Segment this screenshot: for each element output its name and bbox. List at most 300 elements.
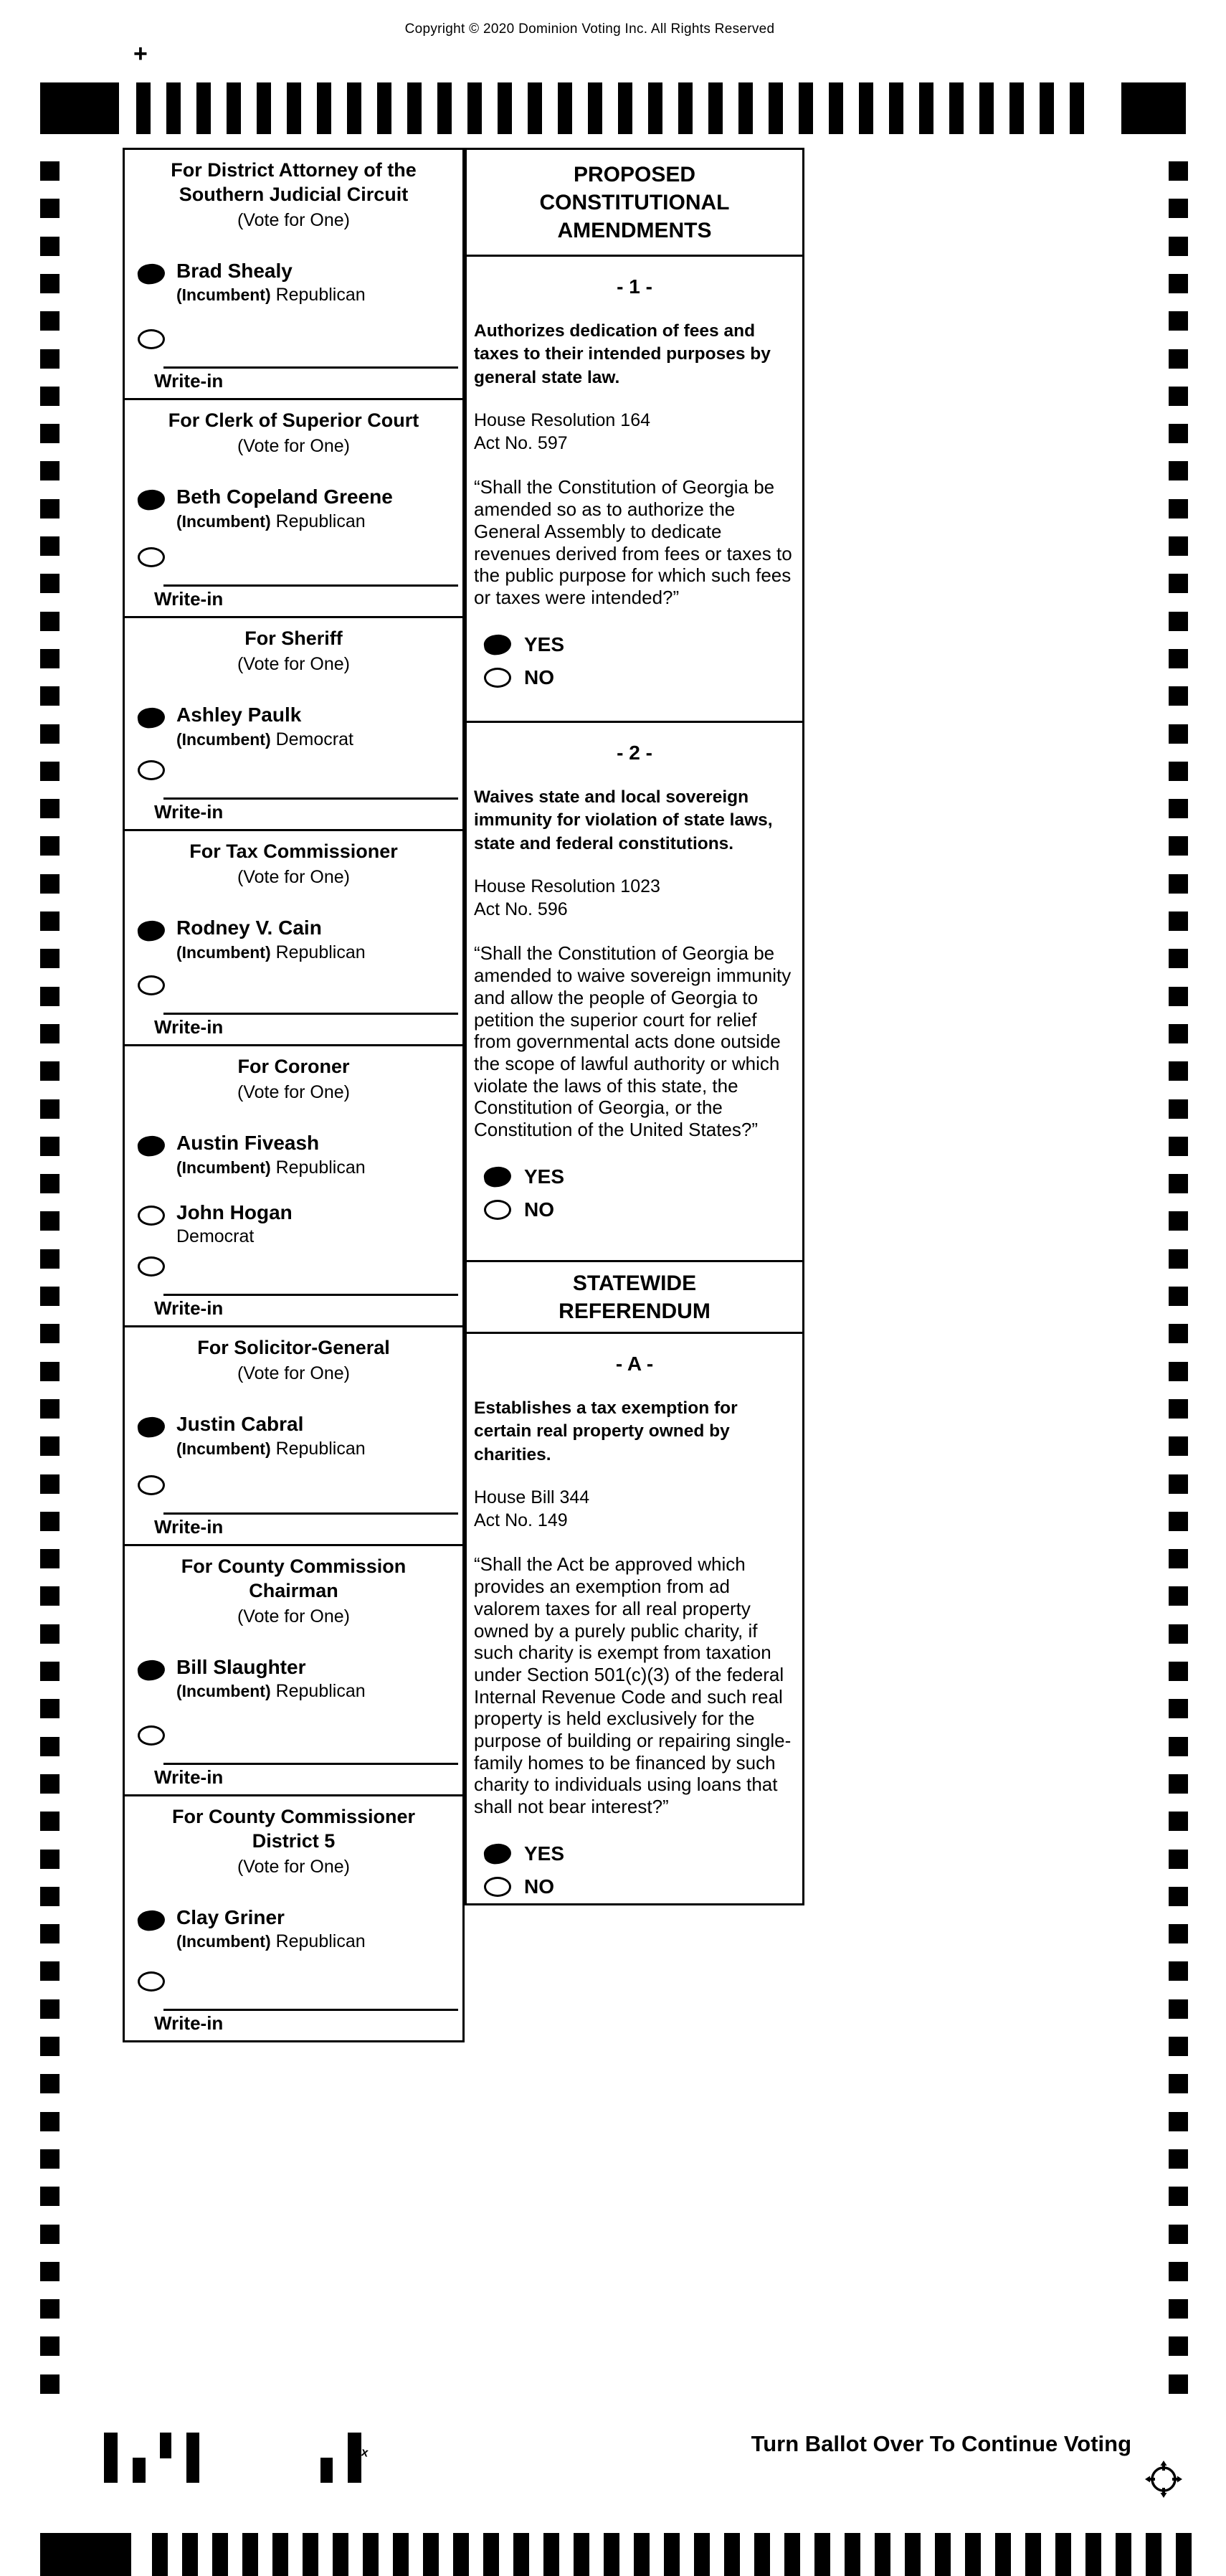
timing-mark xyxy=(528,82,542,134)
vote-instruction: (Vote for One) xyxy=(237,435,351,456)
incumbent-label: (Incumbent) xyxy=(176,729,271,749)
contest-title-line: Chairman xyxy=(249,1579,338,1601)
plus-registration-mark: + xyxy=(133,40,148,67)
timing-mark xyxy=(1169,1287,1188,1306)
timing-mark xyxy=(40,2262,60,2281)
timing-mark xyxy=(769,82,783,134)
timing-mark xyxy=(242,2533,258,2576)
write-in-line[interactable] xyxy=(163,1763,458,1765)
write-in-area xyxy=(133,1256,454,1325)
contest-title xyxy=(133,409,454,433)
measure-authority-line: Act No. 149 xyxy=(474,1510,568,1530)
measure-summary xyxy=(474,320,795,389)
ballot-oval[interactable] xyxy=(484,1877,511,1897)
timing-mark xyxy=(1169,349,1188,369)
write-in-area xyxy=(133,975,454,1044)
yes-option-row xyxy=(484,1842,795,1865)
timing-mark xyxy=(40,311,60,331)
write-in-label: Write-in xyxy=(154,1297,224,1319)
party-label: Republican xyxy=(275,1931,366,1952)
timing-mark xyxy=(965,2533,981,2576)
filled-ballot-oval[interactable] xyxy=(136,488,166,511)
candidate-text xyxy=(176,1202,293,1248)
write-in-line[interactable] xyxy=(163,366,458,369)
write-in-area xyxy=(133,760,454,829)
timing-mark xyxy=(40,199,60,218)
timing-mark xyxy=(1169,2112,1188,2131)
write-in-area xyxy=(133,1475,454,1544)
candidate-row xyxy=(138,259,454,306)
measure-authority-line: Act No. 597 xyxy=(474,432,568,453)
timing-mark xyxy=(40,499,60,518)
timing-mark xyxy=(40,2037,60,2056)
timing-mark xyxy=(1169,2037,1188,2056)
candidate-row xyxy=(138,1655,454,1703)
write-in-oval[interactable] xyxy=(138,1256,165,1277)
contest-title xyxy=(133,1055,454,1079)
timing-mark xyxy=(136,82,151,134)
timing-mark xyxy=(40,349,60,369)
timing-mark xyxy=(1169,1061,1188,1081)
timing-mark xyxy=(40,2074,60,2093)
timing-mark xyxy=(40,82,119,134)
candidate-row xyxy=(138,916,454,963)
contest-title-line: District 5 xyxy=(252,1829,336,1852)
timing-mark xyxy=(905,2533,921,2576)
write-in-line[interactable] xyxy=(163,797,458,800)
timing-mark xyxy=(995,2533,1011,2576)
copyright-text: Copyright © 2020 Dominion Voting Inc. All Rights Reserved xyxy=(404,22,775,37)
timing-mark xyxy=(1169,161,1188,181)
contest-title-line: For District Attorney of the xyxy=(171,159,417,181)
party-label: Republican xyxy=(275,942,366,962)
timing-mark xyxy=(1169,911,1188,931)
yes-option-row xyxy=(484,633,795,656)
timing-mark xyxy=(1116,2533,1131,2576)
timing-mark xyxy=(40,574,60,593)
option-label: NO xyxy=(524,1198,554,1221)
timing-mark xyxy=(634,2533,650,2576)
candidate-party xyxy=(176,1681,366,1702)
write-in-oval[interactable] xyxy=(138,1725,165,1746)
write-in-oval[interactable] xyxy=(138,1971,165,1992)
timing-mark xyxy=(40,1287,60,1306)
candidate-text xyxy=(176,917,366,963)
timing-mark xyxy=(40,2374,60,2394)
party-label: Democrat xyxy=(176,1226,255,1247)
write-in-area xyxy=(133,329,454,398)
party-label: Republican xyxy=(275,1157,366,1178)
candidate-name: Brad Shealy xyxy=(176,259,293,282)
candidate-name: Ashley Paulk xyxy=(176,703,302,726)
measure-summary xyxy=(474,786,795,856)
ballot-oval[interactable] xyxy=(138,1206,165,1226)
write-in-area xyxy=(133,1971,454,2040)
vote-instruction: (Vote for One) xyxy=(237,1606,351,1626)
timing-mark xyxy=(1169,2187,1188,2206)
timing-mark xyxy=(1169,2374,1188,2394)
write-in-line[interactable] xyxy=(163,584,458,587)
write-in-label: Write-in xyxy=(154,1516,224,1538)
timing-mark xyxy=(40,612,60,631)
timing-mark xyxy=(40,1024,60,1043)
timing-mark xyxy=(40,1662,60,1681)
filled-ballot-oval[interactable] xyxy=(136,1415,166,1439)
timing-mark xyxy=(257,82,271,134)
candidate-party xyxy=(176,729,353,750)
no-option-row xyxy=(484,666,795,689)
section-header-line: REFERENDUM xyxy=(559,1299,711,1323)
no-option-row xyxy=(484,1198,795,1221)
candidate-row xyxy=(138,485,454,532)
timing-mark xyxy=(1169,387,1188,406)
timing-mark xyxy=(829,82,843,134)
timing-mark xyxy=(1169,1436,1188,1456)
timing-mark xyxy=(1169,987,1188,1006)
timing-mark xyxy=(1169,2262,1188,2281)
timing-mark xyxy=(604,2533,619,2576)
contest-title-line: For Sheriff xyxy=(244,628,343,649)
timing-mark xyxy=(1169,836,1188,856)
contest-title xyxy=(133,840,454,864)
measure-authority-line: House Bill 344 xyxy=(474,1487,590,1507)
timing-mark xyxy=(40,762,60,781)
timing-mark xyxy=(363,2533,379,2576)
barcode-mark xyxy=(186,2433,199,2483)
timing-mark xyxy=(1040,82,1054,134)
barcode-mark xyxy=(348,2433,361,2483)
filled-ballot-oval[interactable] xyxy=(136,706,166,729)
timing-mark xyxy=(40,874,60,894)
vote-instruction: (Vote for One) xyxy=(237,209,351,230)
timing-mark xyxy=(498,82,512,134)
timing-mark xyxy=(40,1061,60,1081)
measure-summary-line: Establishes a tax exemption for xyxy=(474,1398,738,1418)
timing-mark xyxy=(1169,536,1188,556)
timing-mark xyxy=(1169,2336,1188,2356)
write-in-label: Write-in xyxy=(154,801,224,823)
timing-mark xyxy=(1169,1362,1188,1381)
timing-mark xyxy=(317,82,331,134)
timing-mark xyxy=(40,2112,60,2131)
measure-number: - A - xyxy=(615,1353,654,1375)
timing-mark xyxy=(1169,1887,1188,1906)
candidate-name: Beth Copeland Greene xyxy=(176,485,393,508)
timing-mark xyxy=(212,2533,228,2576)
write-in-label: Write-in xyxy=(154,588,224,610)
contest-title xyxy=(133,1555,454,1604)
timing-mark xyxy=(40,1924,60,1943)
timing-mark xyxy=(1169,1399,1188,1419)
filled-ballot-oval[interactable] xyxy=(483,633,513,656)
timing-mark xyxy=(453,2533,469,2576)
timing-mark xyxy=(377,82,391,134)
timing-mark xyxy=(1169,1624,1188,1644)
timing-mark xyxy=(333,2533,348,2576)
timing-mark xyxy=(40,1362,60,1381)
timing-mark xyxy=(40,1436,60,1456)
timing-mark xyxy=(1169,461,1188,480)
timing-mark xyxy=(1169,949,1188,968)
candidate-party xyxy=(176,1931,366,1952)
no-option-row xyxy=(484,1875,795,1898)
timing-mark xyxy=(1169,274,1188,293)
timing-mark xyxy=(182,2533,198,2576)
timing-mark xyxy=(272,2533,288,2576)
contest-title-line: For Clerk of Superior Court xyxy=(168,409,419,431)
timing-mark xyxy=(1169,874,1188,894)
timing-mark xyxy=(40,2299,60,2319)
write-in-label: Write-in xyxy=(154,2012,224,2034)
timing-mark xyxy=(437,82,452,134)
timing-mark xyxy=(1169,424,1188,443)
timing-mark xyxy=(1169,237,1188,256)
party-label: Republican xyxy=(275,1438,366,1459)
timing-mark xyxy=(694,2533,710,2576)
timing-mark xyxy=(40,1211,60,1231)
measure-summary-line: charities. xyxy=(474,1444,551,1464)
candidate-name: Bill Slaughter xyxy=(176,1655,306,1678)
candidate-party xyxy=(176,1439,366,1459)
timing-mark xyxy=(152,2533,168,2576)
timing-mark xyxy=(1169,762,1188,781)
measure-summary-line: immunity for violation of state laws, xyxy=(474,810,773,830)
timing-mark xyxy=(543,2533,559,2576)
contest-title xyxy=(133,1805,454,1854)
timing-mark xyxy=(40,686,60,706)
option-label: YES xyxy=(524,1165,565,1188)
ballot-oval[interactable] xyxy=(484,668,511,688)
candidate-party xyxy=(176,511,393,532)
measure-summary-line: certain real property owned by xyxy=(474,1421,730,1441)
contest-box xyxy=(123,831,465,1046)
candidate-text xyxy=(176,1414,366,1459)
write-in-line[interactable] xyxy=(163,1013,458,1015)
timing-mark xyxy=(1169,2074,1188,2093)
timing-mark xyxy=(1085,2533,1101,2576)
timing-mark xyxy=(40,2225,60,2244)
measure-box xyxy=(465,1334,804,1905)
write-in-oval[interactable] xyxy=(138,975,165,995)
timing-mark xyxy=(588,82,602,134)
timing-mark xyxy=(1169,499,1188,518)
timing-mark xyxy=(40,724,60,744)
timing-mark xyxy=(347,82,361,134)
timing-mark xyxy=(1169,1961,1188,1981)
barcode-mark xyxy=(133,2458,146,2483)
timing-mark xyxy=(1169,1549,1188,1568)
vote-instruction: (Vote for One) xyxy=(237,1081,351,1102)
timing-mark xyxy=(1169,1211,1188,1231)
measure-authority xyxy=(474,876,795,922)
timing-mark xyxy=(574,2533,589,2576)
timing-mark xyxy=(40,1812,60,1831)
timing-mark xyxy=(467,82,482,134)
filled-ballot-oval[interactable] xyxy=(136,1908,166,1932)
filled-ballot-oval[interactable] xyxy=(483,1842,513,1865)
timing-mark xyxy=(648,82,662,134)
contest-box xyxy=(123,148,465,400)
candidate-text xyxy=(176,1907,366,1953)
filled-ballot-oval[interactable] xyxy=(483,1165,513,1188)
measure-summary-line: Waives state and local sovereign xyxy=(474,787,749,807)
measure-number: - 1 - xyxy=(617,275,652,298)
timing-mark xyxy=(664,2533,680,2576)
write-in-line[interactable] xyxy=(163,2009,458,2011)
measure-summary-line: general state law. xyxy=(474,367,620,387)
timing-mark xyxy=(724,2533,740,2576)
timing-mark xyxy=(227,82,241,134)
incumbent-label: (Incumbent) xyxy=(176,1439,271,1458)
party-label: Republican xyxy=(275,1681,366,1702)
timing-mark xyxy=(1169,311,1188,331)
timing-mark xyxy=(40,1624,60,1644)
incumbent-label: (Incumbent) xyxy=(176,1682,271,1701)
timing-mark xyxy=(40,461,60,480)
party-label: Republican xyxy=(275,285,366,306)
timing-mark xyxy=(1169,1099,1188,1119)
contest-title-line: For County Commissioner xyxy=(171,1806,416,1827)
timing-mark xyxy=(40,237,60,256)
candidate-name: Austin Fiveash xyxy=(176,1131,320,1154)
measure-box xyxy=(465,723,804,1262)
candidate-party xyxy=(176,1157,366,1178)
measure-question: “Shall the Act be approved which provides an exemption from ad valorem taxes for all real property owned by a purely public charity, if such charity is exempt from taxation under Section 501(c)(3) of the federal Internal Revenue Code and such real property is held exclusively for the purpose of building or repairing single-family homes to be financed by such charity to individuals using loans that shall not bear interest?” xyxy=(474,1553,792,1817)
timing-mark xyxy=(1169,1812,1188,1831)
timing-mark xyxy=(40,1850,60,1869)
timing-mark xyxy=(558,82,572,134)
measure-authority-line: House Resolution 164 xyxy=(474,409,650,430)
timing-mark xyxy=(1169,1999,1188,2019)
timing-mark xyxy=(40,2336,60,2356)
timing-mark xyxy=(513,2533,529,2576)
incumbent-label: (Incumbent) xyxy=(176,285,271,305)
timing-mark xyxy=(1169,1174,1188,1193)
timing-mark xyxy=(1169,2299,1188,2319)
incumbent-label: (Incumbent) xyxy=(176,942,271,962)
ballot-oval[interactable] xyxy=(484,1200,511,1220)
candidate-party xyxy=(176,285,366,306)
timing-mark xyxy=(1055,2533,1071,2576)
measure-authority-line: Act No. 596 xyxy=(474,899,568,919)
incumbent-label: (Incumbent) xyxy=(176,1157,271,1177)
candidate-row xyxy=(138,1201,454,1248)
contest-title-line: For Coroner xyxy=(237,1056,350,1077)
timing-mark xyxy=(1169,1774,1188,1794)
timing-mark xyxy=(1169,1024,1188,1043)
timing-mark xyxy=(40,836,60,856)
timing-mark xyxy=(1169,1324,1188,1343)
candidate-row xyxy=(138,1412,454,1459)
measures-column xyxy=(465,148,804,1905)
candidate-text xyxy=(176,1132,366,1178)
candidate-party xyxy=(176,1226,293,1247)
measure-question: “Shall the Constitution of Georgia be amended so as to authorize the General Assembly to dedicate revenues derived from fees or taxes to the public purpose for which such fees or taxes were intended?” xyxy=(474,476,792,608)
option-label: NO xyxy=(524,1875,554,1898)
write-in-oval[interactable] xyxy=(138,547,165,567)
timing-mark xyxy=(40,1512,60,1531)
write-in-line[interactable] xyxy=(163,1294,458,1296)
barcode-mark xyxy=(104,2433,118,2483)
write-in-oval[interactable] xyxy=(138,760,165,780)
timing-mark xyxy=(40,911,60,931)
write-in-oval[interactable] xyxy=(138,329,165,349)
timing-mark xyxy=(40,2533,131,2576)
incumbent-label: (Incumbent) xyxy=(176,1932,271,1951)
timing-mark xyxy=(40,536,60,556)
barcode-mark xyxy=(160,2433,171,2458)
timing-mark xyxy=(40,987,60,1006)
timing-mark xyxy=(738,82,753,134)
timing-mark xyxy=(1169,2149,1188,2169)
write-in-oval[interactable] xyxy=(138,1475,165,1495)
filled-ballot-oval[interactable] xyxy=(136,1658,166,1682)
filled-ballot-oval[interactable] xyxy=(136,1134,166,1157)
party-label: Republican xyxy=(275,511,366,531)
timing-mark xyxy=(483,2533,499,2576)
timing-mark xyxy=(814,2533,830,2576)
measure-summary xyxy=(474,1397,795,1467)
timing-mark xyxy=(40,1474,60,1494)
timing-mark xyxy=(40,424,60,443)
timing-mark xyxy=(875,2533,890,2576)
timing-mark xyxy=(1070,82,1084,134)
timing-mark xyxy=(40,649,60,668)
filled-ballot-oval[interactable] xyxy=(136,262,166,285)
timing-mark xyxy=(1169,649,1188,668)
timing-mark xyxy=(754,2533,770,2576)
timing-mark xyxy=(889,82,903,134)
timing-mark xyxy=(196,82,211,134)
party-label: Democrat xyxy=(275,729,353,749)
contest-box xyxy=(123,1546,465,1796)
timing-mark xyxy=(1169,724,1188,744)
write-in-line[interactable] xyxy=(163,1512,458,1515)
timing-mark xyxy=(1169,1699,1188,1718)
timing-mark xyxy=(40,1324,60,1343)
write-in-area xyxy=(133,547,454,616)
timing-mark xyxy=(40,1887,60,1906)
filled-ballot-oval[interactable] xyxy=(136,919,166,942)
timing-mark xyxy=(407,82,422,134)
timing-mark xyxy=(40,1961,60,1981)
timing-mark xyxy=(40,949,60,968)
timing-mark xyxy=(845,2533,860,2576)
timing-mark xyxy=(1169,1850,1188,1869)
timing-mark xyxy=(1169,2225,1188,2244)
timing-mark xyxy=(1169,612,1188,631)
section-header-line: STATEWIDE xyxy=(572,1271,697,1295)
timing-mark xyxy=(40,1737,60,1756)
candidate-name: John Hogan xyxy=(176,1201,293,1223)
contest-title xyxy=(133,627,454,651)
contest-title-line: For Solicitor-General xyxy=(197,1337,390,1358)
timing-mark xyxy=(1169,1924,1188,1943)
candidate-party xyxy=(176,942,366,963)
timing-mark xyxy=(1146,2533,1161,2576)
timing-mark xyxy=(1176,2533,1192,2576)
candidate-name: Clay Griner xyxy=(176,1905,285,1928)
timing-mark xyxy=(40,1099,60,1119)
write-in-label: Write-in xyxy=(154,1016,224,1038)
timing-mark xyxy=(1169,1737,1188,1756)
section-header-line: PROPOSED xyxy=(573,162,696,186)
timing-mark xyxy=(618,82,632,134)
measure-number: - 2 - xyxy=(617,742,652,764)
timing-mark xyxy=(1169,686,1188,706)
option-label: YES xyxy=(524,1842,565,1865)
timing-mark xyxy=(40,274,60,293)
